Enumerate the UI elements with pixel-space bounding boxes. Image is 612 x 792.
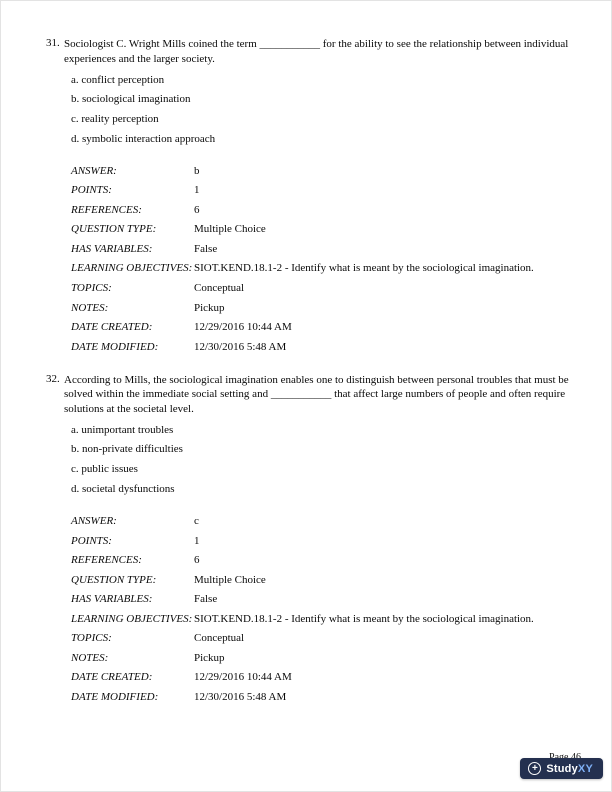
meta-label: TOPICS: [71, 282, 112, 294]
meta-row-learning-objectives [71, 609, 573, 629]
question-31 [46, 37, 573, 357]
meta-row-references [71, 200, 573, 220]
option-b: b. sociological imagination [71, 93, 191, 106]
meta-value: False [194, 242, 218, 255]
meta-row-date-created [71, 668, 573, 688]
meta-label: POINTS: [71, 184, 112, 197]
meta-row-has-variables [71, 590, 573, 610]
options-list [71, 420, 573, 499]
question-number: 31. [46, 37, 60, 49]
meta-row-date-created [71, 318, 573, 338]
meta-value: Pickup [194, 301, 225, 314]
meta-value: 12/30/2016 5:48 AM [194, 690, 287, 703]
meta-label: ANSWER: [71, 164, 117, 177]
meta-row-date-modified [71, 337, 573, 357]
option-d: d. symbolic interaction approach [71, 133, 216, 146]
meta-value: SIOT.KEND.18.1-2 - Identify what is meant by the sociological imagination. [194, 612, 534, 625]
option-b: b. non-private difficulties [71, 443, 183, 456]
meta-row-points [71, 181, 573, 201]
meta-value: Conceptual [194, 632, 245, 645]
meta-label: QUESTION TYPE: [71, 223, 157, 236]
meta-row-topics [71, 629, 573, 649]
option-d: d. societal dysfunctions [71, 483, 175, 496]
brand-prefix: Study [546, 762, 578, 775]
option-c: c. public issues [71, 463, 138, 476]
brand-name [546, 763, 593, 775]
meta-value: Multiple Choice [194, 573, 266, 586]
meta-value: 6 [194, 203, 200, 216]
meta-value: 6 [194, 554, 200, 567]
meta-label: REFERENCES: [71, 554, 142, 567]
options-list [71, 70, 573, 149]
meta-label: DATE MODIFIED: [71, 340, 159, 353]
meta-row-question-type [71, 570, 573, 590]
meta-value: Pickup [194, 651, 225, 664]
meta-label: QUESTION TYPE: [71, 573, 157, 586]
meta-value: 12/29/2016 10:44 AM [194, 671, 292, 684]
question-metadata [71, 161, 573, 356]
brand-suffix: XY [577, 762, 593, 775]
question-32 [46, 373, 573, 707]
meta-value: SIOT.KEND.18.1-2 - Identify what is meant by the sociological imagination. [194, 262, 534, 275]
option-c: c. reality perception [71, 113, 159, 126]
plus-icon: + [528, 762, 541, 775]
meta-label: DATE MODIFIED: [71, 690, 159, 703]
question-text: According to Mills, the sociological imagination enables one to distinguish between personal troubles that must be solved within the immediate social setting and ___________ that affect large numbers of people and often require solutions at the societal level. [64, 373, 569, 415]
meta-row-topics [71, 279, 573, 299]
meta-row-learning-objectives [71, 259, 573, 279]
meta-row-references [71, 551, 573, 571]
meta-label: ANSWER: [71, 514, 117, 527]
meta-label: REFERENCES: [71, 203, 142, 216]
meta-row-question-type [71, 220, 573, 240]
option-a: a. conflict perception [71, 73, 165, 86]
meta-value: 1 [194, 534, 200, 547]
meta-value: Conceptual [194, 282, 245, 294]
meta-value: 12/30/2016 5:48 AM [194, 340, 287, 353]
meta-row-points [71, 531, 573, 551]
meta-value: b [194, 164, 200, 177]
meta-label: NOTES: [71, 651, 109, 664]
studyxy-watermark-badge[interactable] [520, 758, 603, 779]
meta-row-answer [71, 161, 573, 181]
meta-label: DATE CREATED: [71, 671, 153, 684]
meta-label: HAS VARIABLES: [71, 593, 153, 606]
meta-row-answer [71, 511, 573, 531]
meta-label: NOTES: [71, 301, 109, 314]
option-a: a. unimportant troubles [71, 423, 174, 436]
meta-value: Multiple Choice [194, 223, 266, 236]
question-number: 32. [46, 372, 60, 385]
meta-row-has-variables [71, 239, 573, 259]
meta-label: LEARNING OBJECTIVES: [71, 612, 193, 625]
meta-label: TOPICS: [71, 632, 112, 645]
question-metadata [71, 511, 573, 706]
meta-label: HAS VARIABLES: [71, 242, 153, 255]
meta-label: POINTS: [71, 534, 112, 547]
page-content [46, 37, 573, 723]
meta-row-date-modified [71, 687, 573, 707]
meta-value: 12/29/2016 10:44 AM [194, 321, 292, 334]
meta-value: c [194, 514, 199, 527]
question-text: Sociologist C. Wright Mills coined the term ___________ for the ability to see the relationship between individual experiences and the larger society. [64, 38, 569, 65]
meta-value: 1 [194, 184, 200, 197]
meta-row-notes [71, 648, 573, 668]
meta-label: DATE CREATED: [71, 321, 153, 334]
meta-value: False [194, 593, 218, 606]
meta-label: LEARNING OBJECTIVES: [71, 262, 193, 275]
meta-row-notes [71, 298, 573, 318]
